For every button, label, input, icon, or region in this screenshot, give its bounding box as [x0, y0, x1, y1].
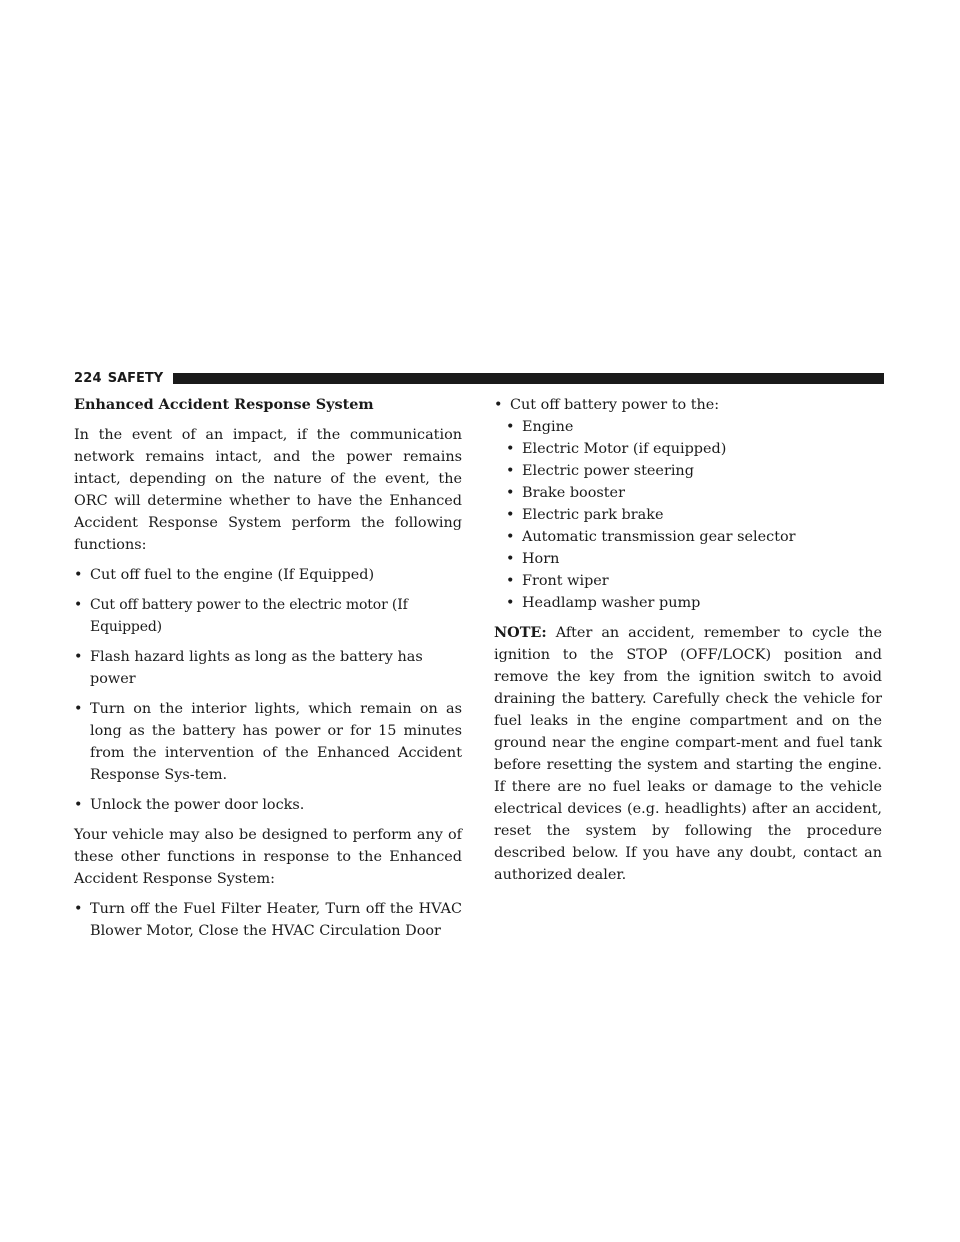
right-column [494, 394, 882, 894]
battery-list [494, 394, 882, 416]
note-label: NOTE: [494, 624, 547, 641]
list-item: • Turn on the interior lights, which remain on as long as the battery has power or for 15 minutes from the intervention of the Enhanced Accident Response Sys-tem. [74, 698, 462, 786]
list-item: • Cut off battery power to the electric motor (If Equipped) [74, 594, 462, 638]
section-title: SAFETY [107, 370, 164, 386]
page-number: 224 [74, 370, 102, 386]
battery-sublist [494, 416, 882, 614]
sublist-item: • Electric power steering [494, 460, 882, 482]
list-item: • Cut off fuel to the engine (If Equipped) [74, 564, 462, 586]
note-paragraph [494, 622, 882, 886]
sublist-item: • Front wiper [494, 570, 882, 592]
section-heading: Enhanced Accident Response System [74, 396, 374, 413]
note-text: After an accident, remember to cycle the ignition to the STOP (OFF/LOCK) position and remove the key from the ignition switch to avoid draining the battery. Carefully check the vehicle for fuel leaks in the engine compartment and on the ground near the engine compart-ment and fuel tank before resetting the system and starting the engine. If there are no fuel leaks or damage to the vehicle electrical devices (e.g. headlights) after an accident, reset the system by following the procedure described below. If you have any doubt, contact an authorized dealer. [494, 625, 882, 883]
functions-list [74, 564, 462, 816]
sublist-item: • Horn [494, 548, 882, 570]
sublist-item: • Automatic transmission gear selector [494, 526, 882, 548]
page-header [74, 370, 884, 386]
header-rule [173, 373, 884, 384]
list-item: • Turn off the Fuel Filter Heater, Turn off the HVAC Blower Motor, Close the HVAC Circulation Door [74, 898, 462, 942]
sublist-item: • Electric park brake [494, 504, 882, 526]
also-paragraph: Your vehicle may also be designed to perform any of these other functions in response to the Enhanced Accident Response System: [74, 827, 462, 887]
other-functions-list [74, 898, 462, 942]
left-column [74, 394, 462, 950]
sublist-item: • Engine [494, 416, 882, 438]
list-item: • Cut off battery power to the: [494, 394, 882, 416]
sublist-item: • Brake booster [494, 482, 882, 504]
list-item: • Unlock the power door locks. [74, 794, 462, 816]
intro-paragraph: In the event of an impact, if the communication network remains intact, and the power remains intact, depending on the nature of the event, the ORC will determine whether to have the Enhanced Accident Response System perform the following functions: [74, 427, 462, 553]
sublist-item: • Headlamp washer pump [494, 592, 882, 614]
sublist-item: • Electric Motor (if equipped) [494, 438, 882, 460]
list-item: • Flash hazard lights as long as the battery has power [74, 646, 462, 690]
